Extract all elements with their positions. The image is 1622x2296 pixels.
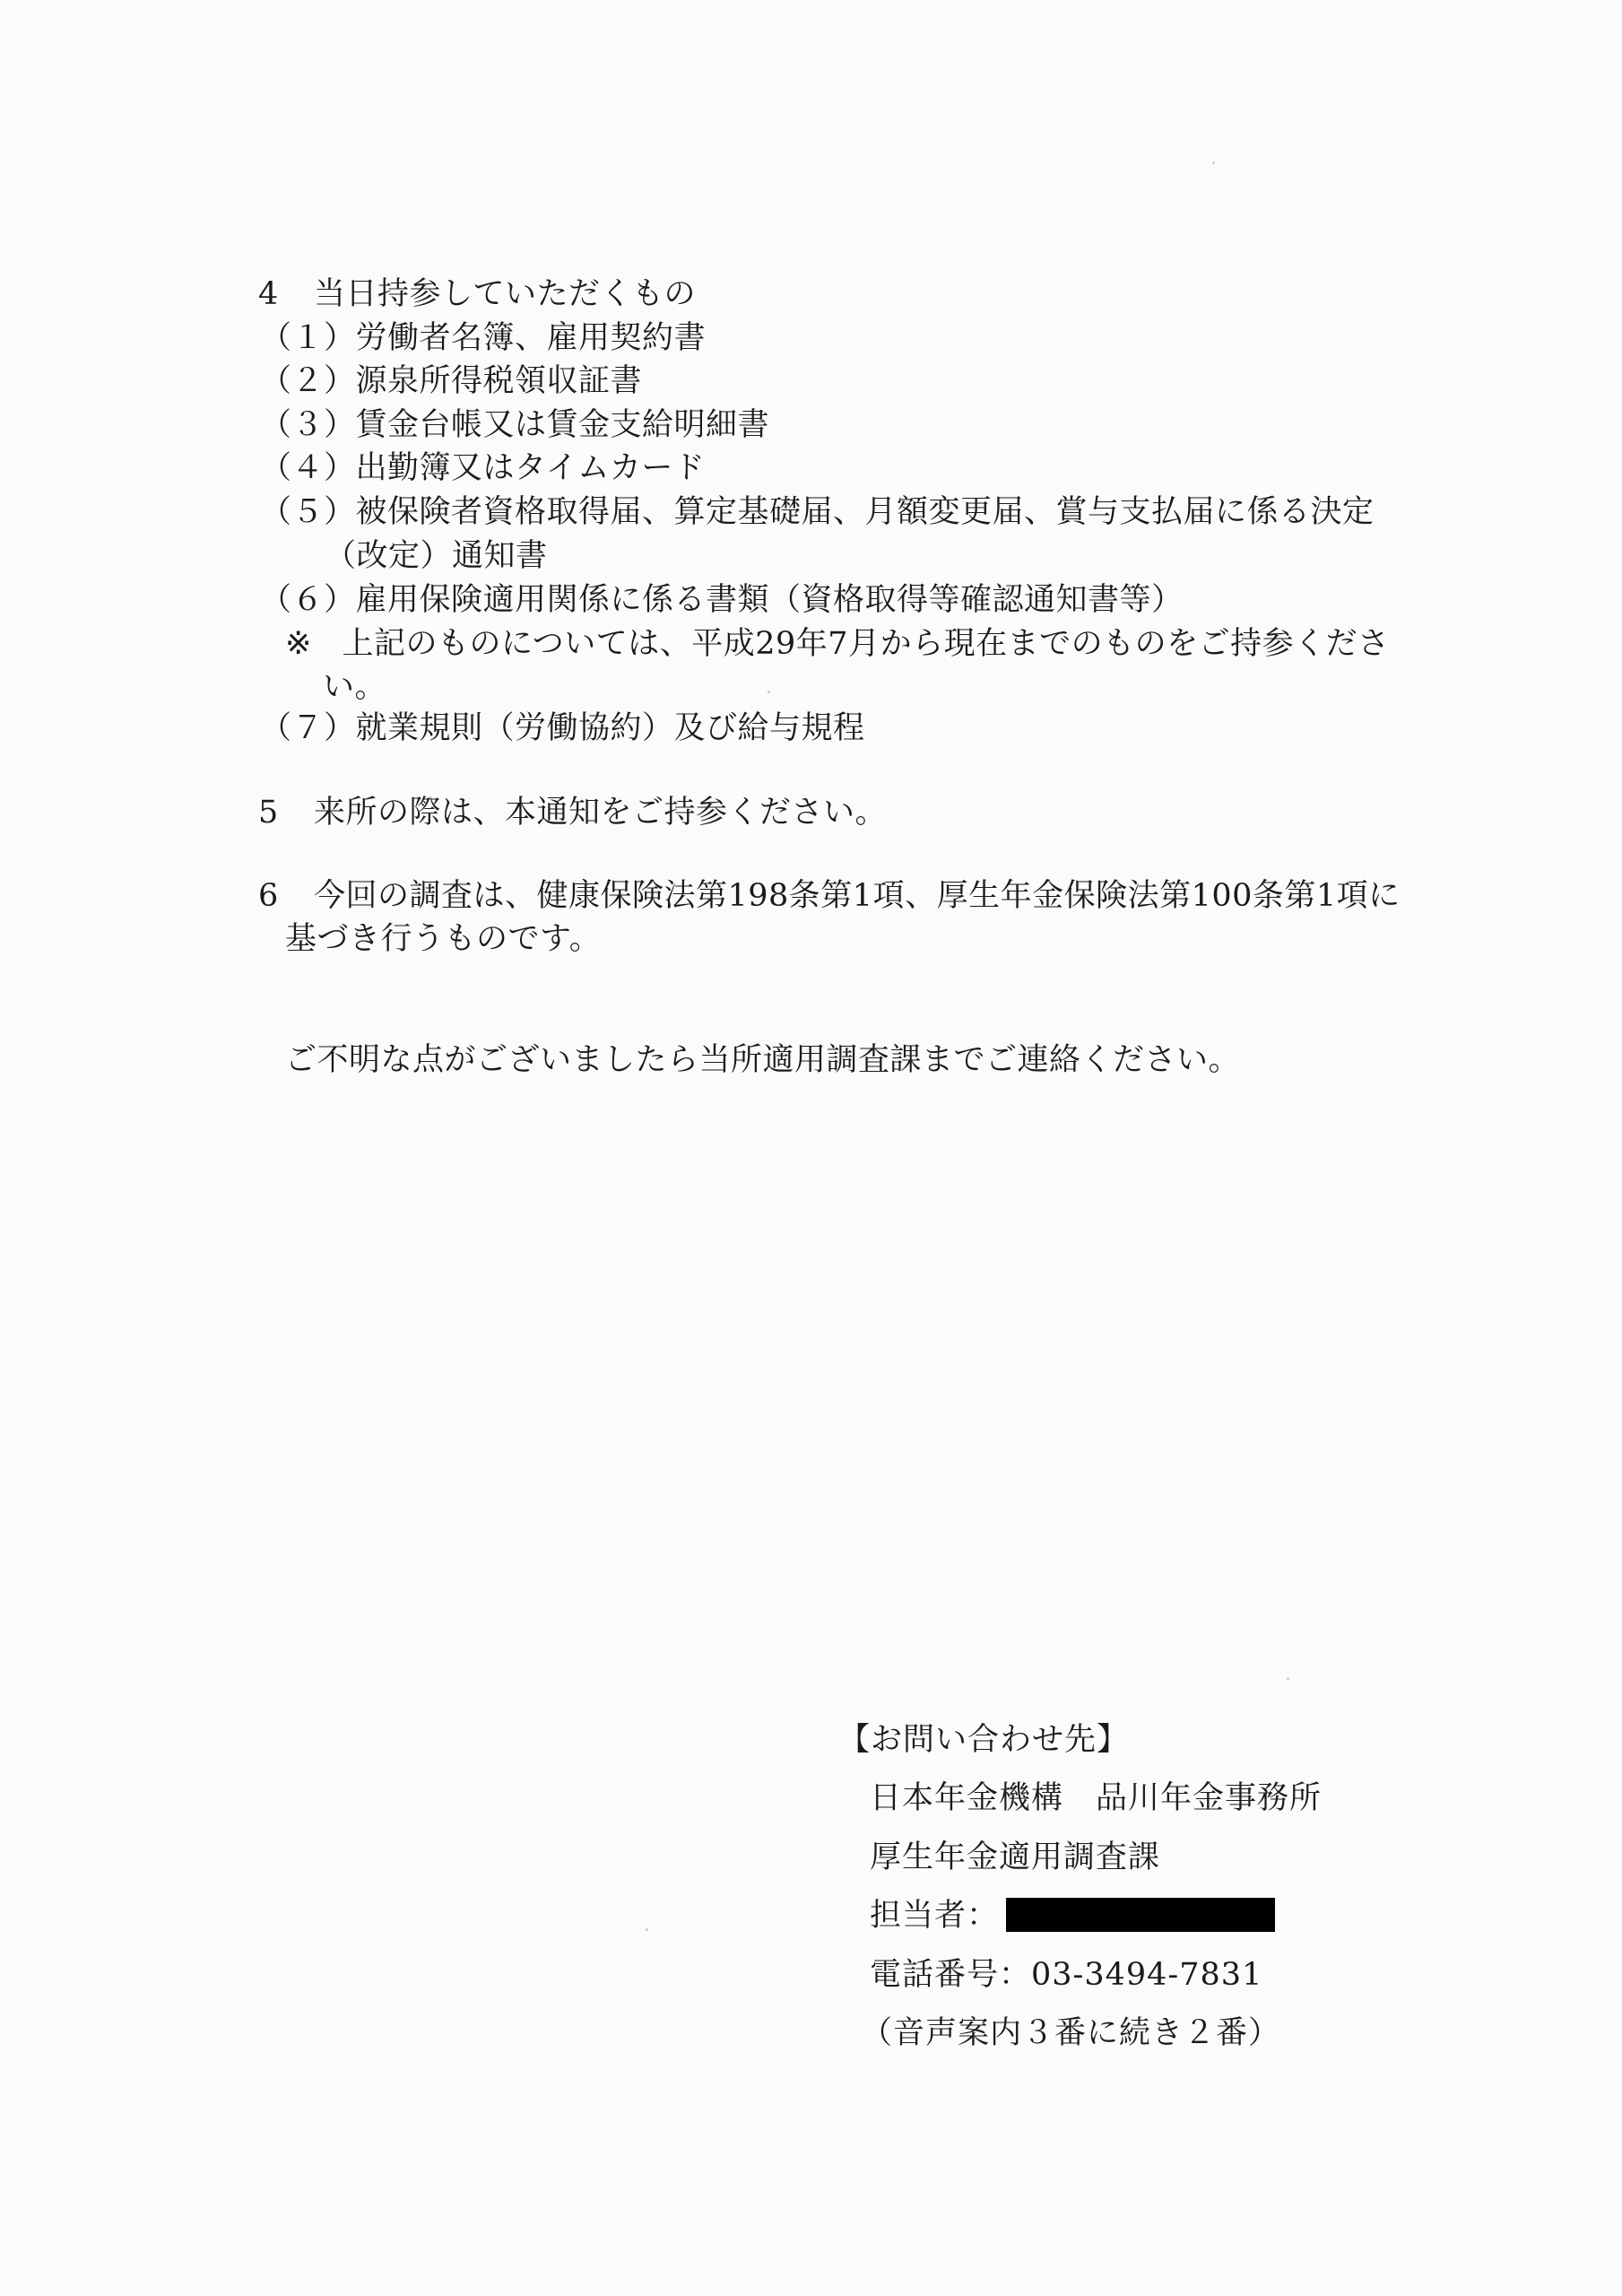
item-7-label: （７）	[260, 710, 356, 746]
item-6-text: 雇用保険適用関係に係る書類（資格取得等確認通知書等）	[355, 582, 1184, 618]
item-5-text: 被保険者資格取得届、算定基礎届、月額変更届、賞与支払届に係る決定	[355, 494, 1375, 530]
item-4-label: （４）	[260, 450, 356, 486]
note-text: 上記のものについては、平成29年7月から現在までのものをご持参くださ	[342, 626, 1390, 662]
item-2-label: （２）	[260, 363, 356, 399]
contact-person	[870, 1896, 1275, 1935]
item-6	[260, 580, 1184, 620]
contact-heading: 【お問い合わせ先】	[838, 1722, 1130, 1758]
scan-speck	[646, 1928, 648, 1931]
item-1	[260, 318, 706, 358]
item-5	[260, 492, 1375, 532]
item-1-text: 労働者名簿、雇用契約書	[355, 320, 707, 356]
contact-person-label: 担当者：	[870, 1898, 1000, 1934]
section-6-continuation: 基づき行うものです。	[285, 921, 602, 957]
closing-text: ご不明な点がございましたら当所適用調査課までご連絡ください。	[285, 1042, 1241, 1078]
item-6-label: （６）	[260, 582, 356, 618]
note-continuation: い。	[323, 669, 387, 705]
item-3-label: （３）	[260, 407, 356, 443]
item-3	[260, 405, 769, 445]
scan-speck	[1287, 1677, 1289, 1680]
section-5-text: 来所の際は、本通知をご持参ください。	[314, 795, 888, 831]
item-5-continuation: （改定）通知書	[325, 538, 548, 574]
redaction-bar	[1006, 1898, 1275, 1932]
scan-speck	[1212, 161, 1215, 164]
contact-phone-note: （音声案内３番に続き２番）	[861, 2015, 1281, 2051]
note-mark: ※	[285, 626, 312, 662]
item-7	[260, 709, 865, 748]
item-7-text: 就業規則（労働協約）及び給与規程	[355, 710, 865, 746]
section-4-title: 当日持参していただくもの	[314, 276, 697, 312]
item-4	[260, 448, 705, 488]
scan-speck	[768, 691, 770, 693]
contact-department: 厚生年金適用調査課	[870, 1839, 1161, 1875]
item-2	[260, 361, 642, 401]
section-4-number: 4	[258, 276, 279, 312]
section-6-text: 今回の調査は、健康保険法第198条第1項、厚生年金保険法第100条第1項に	[314, 878, 1401, 914]
note	[285, 624, 1390, 664]
item-1-label: （１）	[260, 320, 356, 356]
section-5-number: 5	[258, 795, 279, 831]
item-5-label: （５）	[260, 494, 356, 530]
section-6-number: 6	[258, 878, 279, 914]
item-3-text: 賃金台帳又は賃金支給明細書	[355, 407, 770, 443]
contact-org: 日本年金機構 品川年金事務所	[870, 1780, 1323, 1816]
item-2-text: 源泉所得税領収証書	[355, 363, 643, 399]
item-4-text: 出勤簿又はタイムカード	[355, 450, 706, 486]
contact-phone: 電話番号：03-3494-7831	[870, 1957, 1263, 1993]
